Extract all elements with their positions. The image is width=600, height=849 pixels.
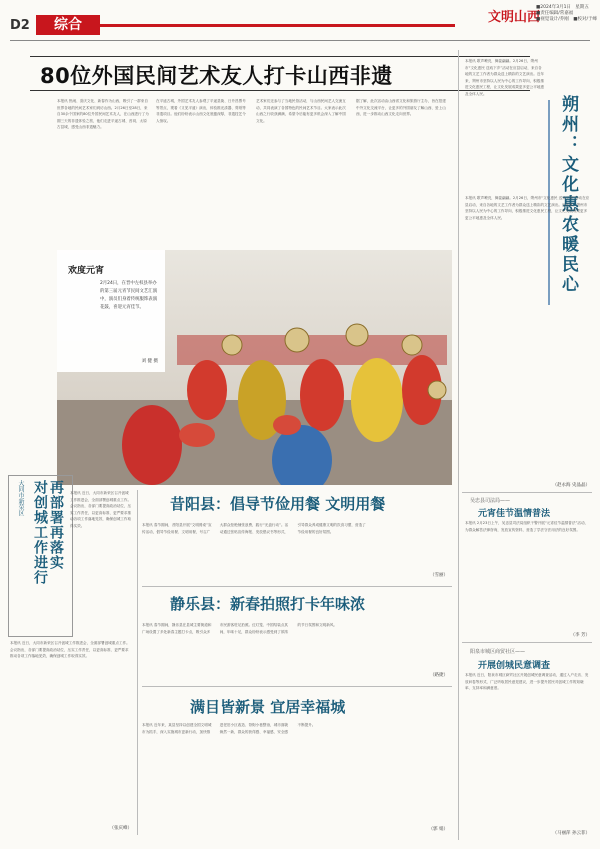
article-body-col: 据了解，此次活动由山西省文化和旅游厅主办，旨在搭建中外文化交流平台，让更多的外国朋友了解山西、爱上山西，进一步推动山西文化走向世界。	[356, 99, 446, 117]
page-number: D2	[10, 18, 30, 33]
issue-info	[536, 5, 597, 23]
section-tag: 综合	[36, 15, 100, 35]
photo-caption-body: 2月24日，在晋中左权县举办的第三届元宵节民间文艺汇演中，演员们身着传统服饰表演花鼓，喜迎元宵佳节。	[100, 281, 158, 310]
lead-article-body: 本报讯 近日，大同市新荣区召开创城工作推进会，全面部署创城重点工作。会议指出，各部门要提高政治站位，压实工作责任，以更高标准、更严要求推动各项工作落地见效，确保创城工作取得实效。	[70, 491, 132, 528]
right-article-title: 朔州：文化惠农暖民心	[558, 95, 578, 295]
issue-designer: ■视觉设计/乔刚 ■校对/于峰	[536, 17, 598, 22]
article-title-xiyang: 昔阳县：倡导节俭用餐 文明用餐	[170, 495, 386, 513]
issue-date: ■2024年3月1日 星期五	[536, 5, 589, 10]
header-rule	[100, 24, 455, 27]
issue-editor: ■责任编辑/常嘉福	[536, 11, 574, 16]
right-item2-credit: （李 芳）	[570, 633, 590, 638]
lead-article-title-2: 再部署再落实	[48, 480, 64, 570]
photo-credit: 刘 健 摄	[141, 359, 158, 364]
article-credit-xiyang: （雪丽）	[430, 573, 448, 578]
right-article-body-cont: 本报讯 歌声嘹亮，舞姿翩翩。2月26日，朔州市“文化惠民 送戏下乡”活动在应县启动，来自各地的文艺工作者为群众送上精彩的文艺演出。近年来，朔州市坚持以人民为中心的工作导向，积极推进文化惠民工程，让文化发展成果更多更公平地惠及全体人民。	[465, 196, 590, 220]
right-item3-title: 开展创城民意调查	[478, 661, 551, 671]
column-divider	[458, 50, 459, 840]
section-divider	[462, 642, 592, 643]
section-divider	[462, 492, 592, 493]
right-item3-credit: （马丽萍 孙云菲）	[552, 831, 590, 836]
article-body-col: 艺术家们还参与了当地民俗活动，与山西民间艺人交流互动，共同表演了各国特色的民间艺术节目。大家表示此次山西之行收获满满，希望今后能有更多机会深入了解中国文化。	[256, 99, 346, 123]
section-divider	[142, 686, 452, 687]
article-body-jingle: 本报讯 春节期间，静乐县在县城主要街道和广场设置了多处新春主题打卡点，吸引众多市民游客驻足拍照。红灯笼、中国结装点其间，年味十足，群众纷纷表示感受到了浓浓的节日氛围和文明新风。	[142, 623, 338, 634]
section-divider	[142, 586, 452, 587]
article-title-livable: 满目皆新景 宜居幸福城	[190, 698, 346, 716]
headline-rule-bottom	[30, 90, 530, 91]
right-item3-kicker: 阳泉市城区商贸社区——	[470, 649, 526, 655]
lead-article-kicker: 大同市新荣区	[17, 480, 24, 516]
article-credit-livable: （郭 娟）	[428, 827, 448, 832]
right-item3-body: 本报讯 近日，阳泉市城区商贸社区开展创城民意调查活动，通过入户走访、发放问卷等形式，广泛听取居民意见建议，进一步提升居民对创城工作的知晓率、支持率和满意度。	[465, 673, 589, 691]
lead-article-title: 对创城工作进行	[32, 480, 48, 585]
header-divider	[10, 40, 590, 41]
article-credit-jingle: （路捷）	[430, 673, 448, 678]
main-headline: 80位外国民间艺术友人打卡山西非遗	[40, 64, 393, 88]
article-body-livable: 本报讯 近年来，某县坚持以创建全国文明城市为抓手，深入实施城市更新行动，加快推进老旧小区改造、背街小巷整治，城市面貌焕然一新，群众的获得感、幸福感、安全感不断提升。	[142, 723, 316, 734]
article-body-col: 在平遥古城，外国艺术友人参观了平遥县衙、日升昌票号等景点，观看《又见平遥》演出，体验推光漆器、剪纸等非遗项目。他们纷纷表示山西文化底蕴深厚，非遗技艺令人惊叹。	[156, 99, 246, 123]
article-body-xiyang: 本报讯 春节期间，昔阳县开展“文明餐桌”宣传活动，倡导节俭用餐、文明用餐，号召广大群众拒绝铺张浪费，践行“光盘行动”。活动通过张贴宣传海报、发放倡议书等形式，引导群众养成健康文明的饮食习惯，营造了节俭用餐的良好氛围。	[142, 523, 366, 534]
masthead-logo: 文明山西	[488, 10, 541, 25]
lead-article-body-cont: 本报讯 近日，大同市新荣区召开创城工作推进会，全面部署创城重点工作。会议指出，各部门要提高政治站位，压实工作责任，以更高标准、更严要求推动各项工作落地见效，确保创城工作取得实效。	[10, 641, 130, 659]
column-divider	[137, 490, 138, 835]
headline-rule-top	[30, 56, 530, 57]
lead-article-credit: （张庆峰）	[109, 826, 132, 831]
right-item2-body: 本报讯 2月23日上午，吴忠县司法局组织干警开展“元宵佳节温情普法”活动，为群众解答法律咨询，发放宣传资料，营造了学法守法用法的良好氛围。	[465, 521, 589, 532]
right-article-credit: （赵永海 史晶晶）	[552, 483, 590, 488]
article-title-jingle: 静乐县：新春拍照打卡年味浓	[170, 595, 366, 613]
right-item2-title: 元宵佳节温情普法	[478, 509, 551, 519]
right-item2-kicker: 吴忠县司法局——	[470, 498, 511, 504]
article-body-col: 本报讯 热闹、喜庆文化、新春作为山西，吸引了一群来自世界各地的民间艺术家们到访山西。2月26日至28日，来自30余个国家的80位外国民间艺术友人，在山西进行了为期三天的非遗体验之旅，他们走进平遥古城、晋祠、太原古县城，感受山西非遗魅力。	[57, 99, 149, 130]
right-article-body: 本报讯 歌声嘹亮，舞姿翩翩。2月26日，朔州市“文化惠民 送戏下乡”活动在应县启动，来自各地的文艺工作者为群众送上精彩的文艺演出。近年来，朔州市坚持以人民为中心的工作导向，积极推进文化惠民工程，让文化发展成果更多更公平地惠及全体人民。	[465, 59, 545, 96]
photo-caption-title: 欢度元宵	[68, 266, 105, 276]
